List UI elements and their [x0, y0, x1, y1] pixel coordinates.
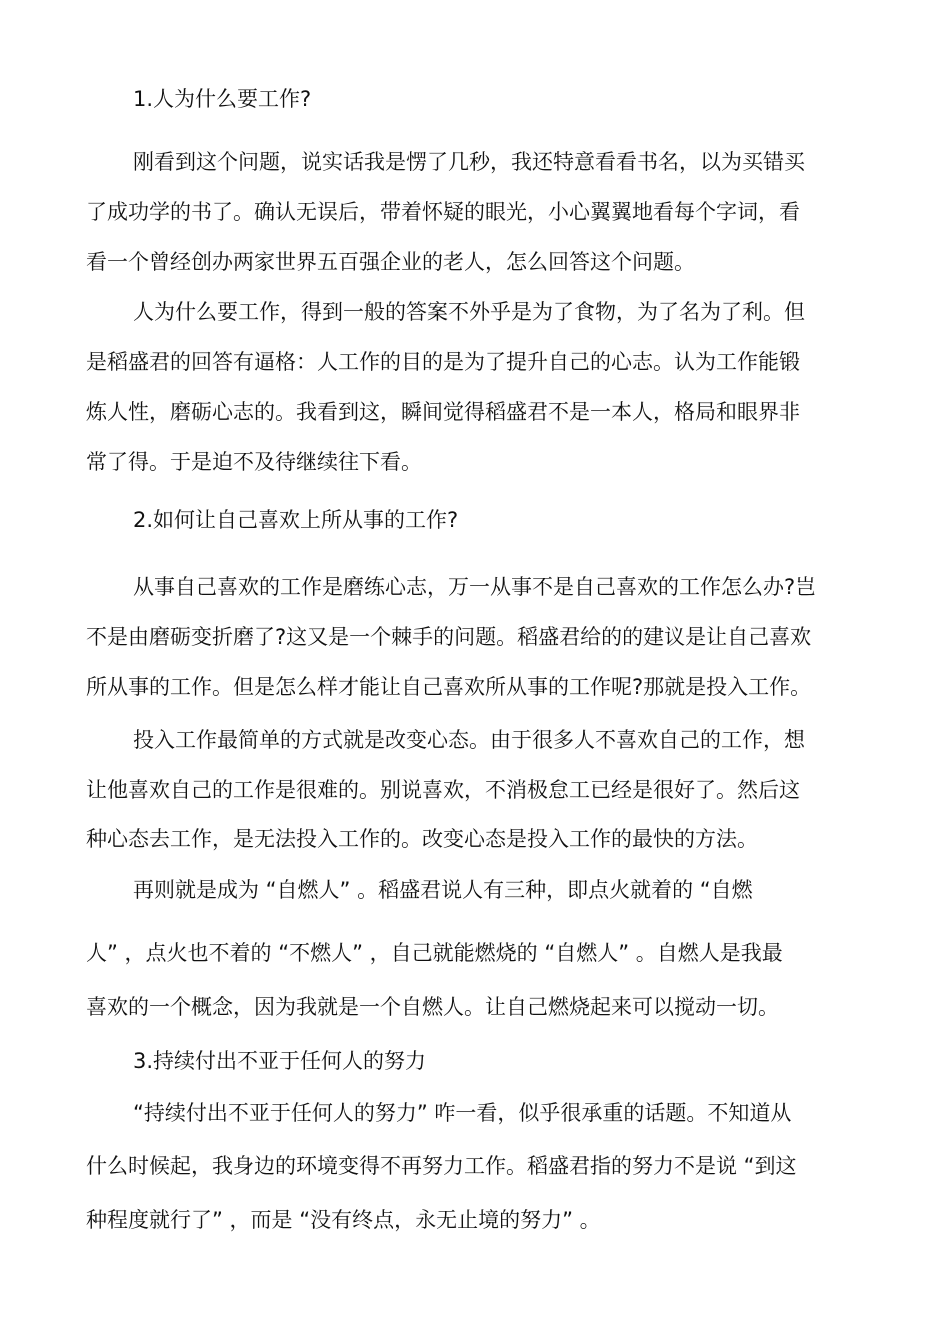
paragraph-5-line-2: 人” ，点火也不着的 “不燃人” ，自己就能燃烧的 “自燃人” 。自燃人是我最	[86, 941, 783, 965]
paragraph-6-line-3: 种程度就行了” ，而是 “没有终点，永无止境的努力” 。	[86, 1208, 601, 1232]
paragraph-1-line-2: 了成功学的书了。确认无误后，带着怀疑的眼光，小心翼翼地看每个字词，看	[86, 200, 800, 224]
paragraph-1-line-1: 刚看到这个问题，说实话我是愣了几秒，我还特意看看书名，以为买错买	[133, 150, 805, 174]
paragraph-2-line-3: 炼人性，磨砺心志的。我看到这，瞬间觉得稻盛君不是一本人，格局和眼界非	[86, 400, 800, 424]
paragraph-4-line-3: 种心态去工作，是无法投入工作的。改变心态是投入工作的最快的方法。	[86, 827, 758, 851]
paragraph-5-line-3: 喜欢的一个概念，因为我就是一个自燃人。让自己燃烧起来可以搅动一切。	[86, 995, 779, 1019]
heading-1: 1.人为什么要工作?	[133, 87, 312, 111]
paragraph-4-line-2: 让他喜欢自己的工作是很难的。别说喜欢，不消极怠工已经是很好了。然后这	[86, 778, 800, 802]
paragraph-6-line-1: “持续付出不亚于任何人的努力” 咋一看，似乎很承重的话题。不知道从	[133, 1101, 792, 1125]
paragraph-2-line-4: 常了得。于是迫不及待继续往下看。	[86, 450, 422, 474]
heading-2: 2.如何让自己喜欢上所从事的工作?	[133, 508, 459, 532]
paragraph-2-line-2: 是稻盛君的回答有逼格：人工作的目的是为了提升自己的心志。认为工作能锻	[86, 350, 800, 374]
paragraph-6-line-2: 什么时候起，我身边的环境变得不再努力工作。稻盛君指的努力不是说 “到这	[86, 1154, 797, 1178]
heading-3: 3.持续付出不亚于任何人的努力	[133, 1049, 427, 1073]
paragraph-2-line-1: 人为什么要工作，得到一般的答案不外乎是为了食物，为了名为了利。但	[133, 300, 805, 324]
paragraph-3-line-1: 从事自己喜欢的工作是磨练心志，万一从事不是自己喜欢的工作怎么办?岂	[133, 575, 817, 599]
paragraph-3-line-3: 所从事的工作。但是怎么样才能让自己喜欢所从事的工作呢?那就是投入工作。	[86, 675, 812, 699]
paragraph-3-line-2: 不是由磨砺变折磨了?这又是一个棘手的问题。稻盛君给的的建议是让自己喜欢	[86, 625, 812, 649]
paragraph-5-line-1: 再则就是成为 “自燃人” 。稻盛君说人有三种，即点火就着的 “自燃	[133, 878, 753, 902]
paragraph-1-line-3: 看一个曾经创办两家世界五百强企业的老人，怎么回答这个问题。	[86, 250, 695, 274]
paragraph-4-line-1: 投入工作最简单的方式就是改变心态。由于很多人不喜欢自己的工作，想	[133, 728, 805, 752]
